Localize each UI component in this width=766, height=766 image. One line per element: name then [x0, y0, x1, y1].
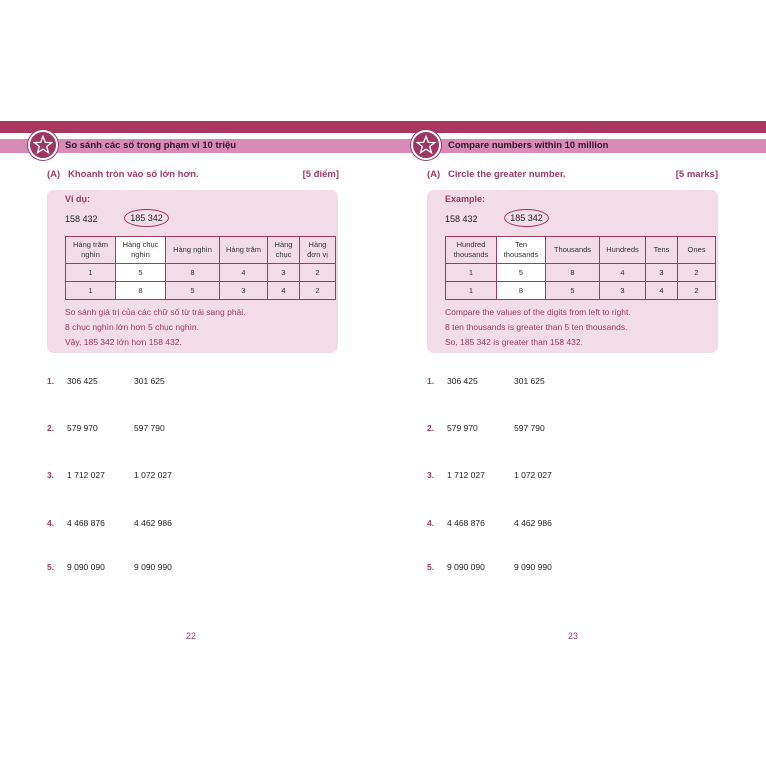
- exercise-number-b[interactable]: 1 072 027: [514, 470, 552, 480]
- task-text: Khoanh tròn vào số lớn hơn.: [68, 169, 199, 180]
- table-header: Hàng trăm nghìn: [66, 237, 116, 264]
- example-number-a: 158 432: [65, 214, 98, 224]
- exercise-number-b[interactable]: 597 790: [514, 423, 545, 433]
- table-cell: 8: [166, 264, 220, 282]
- exercise-item: [427, 518, 677, 530]
- table-cell: 3: [600, 282, 646, 300]
- table-cell: 1: [66, 264, 116, 282]
- example-explanation: [445, 305, 631, 350]
- exercise-number-a[interactable]: 579 970: [447, 423, 478, 433]
- exercise-number-b[interactable]: 9 090 990: [134, 562, 172, 572]
- table-header: Hàng chục: [268, 237, 300, 264]
- exercise-item: [47, 562, 297, 574]
- table-header: Hàng chục nghìn: [116, 237, 166, 264]
- exercise-number-b[interactable]: 4 462 986: [134, 518, 172, 528]
- table-cell: 8: [497, 282, 546, 300]
- exercise-index: 2.: [47, 423, 55, 433]
- exercise-item: [427, 376, 677, 388]
- example-box: [427, 190, 718, 353]
- table-row: [446, 282, 716, 300]
- example-label: Example:: [445, 194, 486, 204]
- place-value-table: [445, 236, 716, 300]
- section-title: So sánh các số trong phạm vi 10 triệu: [65, 140, 237, 151]
- exercise-number-b[interactable]: 301 625: [134, 376, 165, 386]
- table-cell: 3: [646, 264, 678, 282]
- star-icon: [28, 130, 58, 160]
- table-cell: 2: [300, 282, 336, 300]
- exercise-index: 5.: [47, 562, 55, 572]
- exercise-item: [427, 562, 677, 574]
- example-label: Ví dụ:: [65, 194, 90, 204]
- exercise-number-a[interactable]: 306 425: [447, 376, 478, 386]
- table-cell: 5: [546, 282, 600, 300]
- table-cell: 5: [116, 264, 166, 282]
- exercise-number-a[interactable]: 579 970: [67, 423, 98, 433]
- page-right: [383, 0, 766, 766]
- task-instruction: [47, 169, 339, 183]
- table-header: Thousands: [546, 237, 600, 264]
- exercise-number-a[interactable]: 306 425: [67, 376, 98, 386]
- task-instruction: [427, 169, 718, 183]
- table-row: [66, 264, 336, 282]
- exercise-index: 3.: [427, 470, 435, 480]
- table-header: Ten thousands: [497, 237, 546, 264]
- table-cell: 5: [497, 264, 546, 282]
- table-header: Hundreds: [600, 237, 646, 264]
- exercise-index: 2.: [427, 423, 435, 433]
- table-header: Tens: [646, 237, 678, 264]
- exercise-number-a[interactable]: 9 090 090: [447, 562, 485, 572]
- exercise-item: [47, 518, 297, 530]
- exercise-index: 1.: [427, 376, 435, 386]
- page-number: 22: [186, 631, 197, 641]
- table-header: Ones: [678, 237, 716, 264]
- exercise-number-b[interactable]: 9 090 990: [514, 562, 552, 572]
- table-cell: 3: [220, 282, 268, 300]
- exercise-index: 5.: [427, 562, 435, 572]
- exercise-number-b[interactable]: 301 625: [514, 376, 545, 386]
- exercise-number-b[interactable]: 597 790: [134, 423, 165, 433]
- table-header: Hàng nghìn: [166, 237, 220, 264]
- exercise-index: 4.: [427, 518, 435, 528]
- table-cell: 4: [600, 264, 646, 282]
- table-cell: 3: [268, 264, 300, 282]
- table-header: Hàng trăm: [220, 237, 268, 264]
- table-cell: 8: [546, 264, 600, 282]
- exercise-number-b[interactable]: 1 072 027: [134, 470, 172, 480]
- exercise-number-a[interactable]: 1 712 027: [67, 470, 105, 480]
- task-letter: (A): [47, 169, 61, 180]
- table-cell: 4: [646, 282, 678, 300]
- example-number-circled: 185 342: [124, 209, 169, 227]
- explanation-line: Vậy, 185 342 lớn hơn 158 432.: [65, 337, 182, 347]
- exercise-item: [427, 423, 677, 435]
- table-cell: 1: [446, 282, 497, 300]
- exercise-index: 1.: [47, 376, 55, 386]
- exercise-number-b[interactable]: 4 462 986: [514, 518, 552, 528]
- exercise-item: [427, 470, 677, 482]
- explanation-line: 8 ten thousands is greater than 5 ten thousands.: [445, 322, 628, 332]
- table-cell: 8: [116, 282, 166, 300]
- example-box: [47, 190, 338, 353]
- explanation-line: 8 chục nghìn lớn hơn 5 chục nghìn.: [65, 322, 200, 332]
- table-cell: 1: [446, 264, 497, 282]
- table-header: Hàng đơn vị: [300, 237, 336, 264]
- explanation-line: So sánh giá trị của các chữ số từ trái sang phải.: [65, 307, 246, 317]
- example-number-circled: 185 342: [504, 209, 549, 227]
- table-cell: 2: [678, 264, 716, 282]
- explanation-line: Compare the values of the digits from left to right.: [445, 307, 631, 317]
- exercise-item: [47, 376, 297, 388]
- task-text: Circle the greater number.: [448, 169, 566, 180]
- example-explanation: [65, 305, 246, 350]
- table-header-row: [446, 237, 716, 264]
- task-marks: [5 marks]: [675, 169, 718, 180]
- exercise-number-a[interactable]: 9 090 090: [67, 562, 105, 572]
- explanation-line: So, 185 342 is greater than 158 432.: [445, 337, 583, 347]
- example-number-a: 158 432: [445, 214, 478, 224]
- exercise-index: 4.: [47, 518, 55, 528]
- table-row: [66, 282, 336, 300]
- task-letter: (A): [427, 169, 441, 180]
- exercise-item: [47, 470, 297, 482]
- table-cell: 4: [220, 264, 268, 282]
- page-number: 23: [568, 631, 579, 641]
- table-cell: 2: [300, 264, 336, 282]
- exercise-index: 3.: [47, 470, 55, 480]
- exercise-number-a[interactable]: 1 712 027: [447, 470, 485, 480]
- section-title: Compare numbers within 10 million: [448, 140, 609, 151]
- table-header: Hundred thousands: [446, 237, 497, 264]
- table-row: [446, 264, 716, 282]
- place-value-table: [65, 236, 336, 300]
- table-cell: 4: [268, 282, 300, 300]
- table-cell: 5: [166, 282, 220, 300]
- task-marks: [5 điểm]: [302, 169, 339, 180]
- table-header-row: [66, 237, 336, 264]
- table-cell: 2: [678, 282, 716, 300]
- exercise-item: [47, 423, 297, 435]
- exercise-number-a[interactable]: 4 468 876: [67, 518, 105, 528]
- star-icon: [411, 130, 441, 160]
- exercise-number-a[interactable]: 4 468 876: [447, 518, 485, 528]
- table-cell: 1: [66, 282, 116, 300]
